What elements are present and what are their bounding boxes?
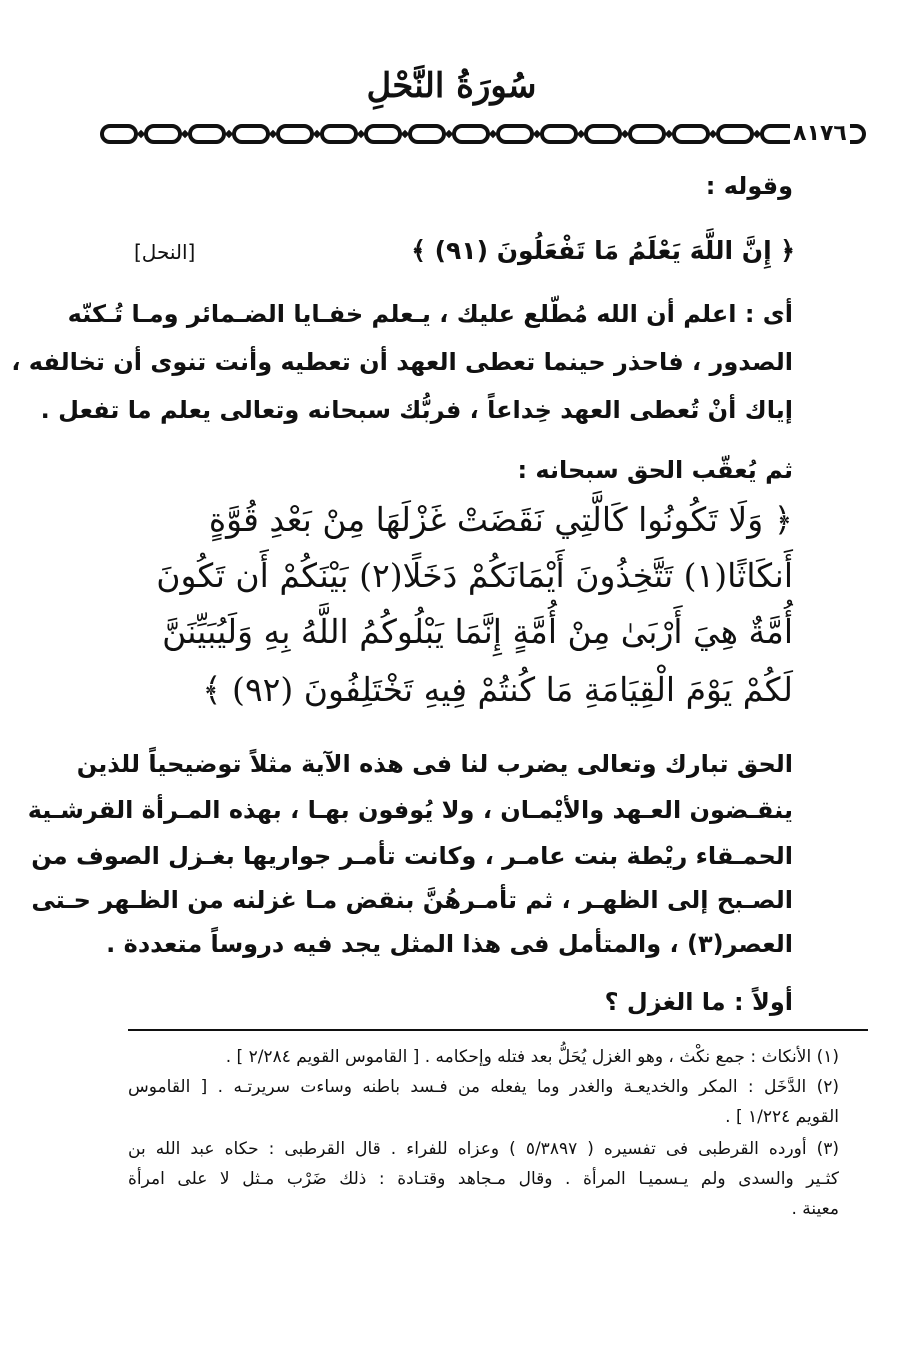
- footnote-line: (٢) الدَّخَل : المكر والخديعـة والغدر وما يفعله من فـسد باطنه وساءت سريرتـه . [ القاموس: [128, 1077, 839, 1097]
- verse-92-block: [156, 500, 793, 730]
- chain-link: [366, 126, 400, 142]
- verse-91: ﴿ إِنَّ اللَّهَ يَعْلَمُ مَا تَفْعَلُونَ (٩١) ﴾: [411, 236, 795, 265]
- section-heading: أولاً : ما الغزل ؟: [604, 988, 793, 1016]
- chain-diamond: [445, 130, 453, 138]
- decorative-border: [98, 120, 868, 148]
- chain-link: [102, 126, 136, 142]
- chain-link: [718, 126, 752, 142]
- chain-diamond: [313, 130, 321, 138]
- chain-diamond: [665, 130, 673, 138]
- surah-title: سُورَةُ النَّحْلِ: [366, 66, 537, 106]
- paragraph-1-line: الصدور ، فاحذر حينما تعطى العهد أن تعطيه وأنت تنوى أن تخالفه ،: [11, 348, 793, 376]
- ornament-chain-icon: [98, 120, 868, 148]
- chain-diamond: [709, 130, 717, 138]
- chain-diamond: [621, 130, 629, 138]
- chain-diamond: [181, 130, 189, 138]
- footnote-line: (٣) أورده القرطبى فى تفسيره ( ٥/٣٨٩٧ ) وعزاه للفراء . قال القرطبى : حكاه عبد الله بن: [128, 1139, 839, 1159]
- paragraph-2-line: الحمـقاء ريْطة بنت عامـر ، وكانت تأمـر جواريها بغـزل الصوف من: [31, 842, 793, 870]
- chain-link: [674, 126, 708, 142]
- chain-diamond: [225, 130, 233, 138]
- chain-link: [630, 126, 664, 142]
- paragraph-2-line: العصر(٣) ، والمتأمل فى هذا المثل يجد فيه دروساً متعددة .: [106, 930, 793, 958]
- chain-diamond: [577, 130, 585, 138]
- verse-92-line: لَكُمْ يَوْمَ الْقِيَامَةِ مَا كُنتُمْ فِيهِ تَخْتَلِفُونَ (٩٢) ﴾: [202, 670, 793, 709]
- chain-link: [190, 126, 224, 142]
- chain-diamond: [753, 130, 761, 138]
- verse-92-line: أُمَّةٌ هِيَ أَرْبَىٰ مِنْ أُمَّةٍ إِنَّمَا يَبْلُوكُمُ اللَّهُ بِهِ وَلَيُبَيِّنَنَّ: [162, 612, 793, 651]
- chain-link: [322, 126, 356, 142]
- chain-diamond: [357, 130, 365, 138]
- chain-link: [542, 126, 576, 142]
- paragraph-2-line: ينقـضون العـهد والأيْمـان ، ولا يُوفون بهـا ، بهذه المـرأة القرشـية: [27, 796, 793, 824]
- footnote-line: القويم ١/٢٢٤ ] .: [725, 1107, 839, 1127]
- paragraph-2-line: الصـبح إلى الظهـر ، ثم تأمـرهُنَّ بنقض مـا غزلنه من الظـهر حـتى: [31, 886, 793, 914]
- page-number: ٨١٧٦: [790, 120, 850, 148]
- chain-diamond: [137, 130, 145, 138]
- paragraph-1-line: إياك أنْ تُعطى العهد خِداعاً ، فربُّك سبحانه وتعالى يعلم ما تفعل .: [40, 396, 793, 424]
- footnote-line: (١) الأنكاث : جمع نكْث ، وهو الغزل يُحَلُّ بعد فتله وإحكامه . [ القاموس القويم ٢/٢٨٤ ] .: [225, 1047, 839, 1067]
- chain-link: [278, 126, 312, 142]
- chain-diamond: [401, 130, 409, 138]
- verse-92-line: ﴿ وَلَا تَكُونُوا كَالَّتِي نَقَضَتْ غَزْلَهَا مِنْ بَعْدِ قُوَّةٍ: [208, 500, 793, 539]
- chain-link: [234, 126, 268, 142]
- transition-line: ثم يُعقّب الحق سبحانه :: [517, 456, 793, 484]
- chain-diamond: [533, 130, 541, 138]
- chain-link: [454, 126, 488, 142]
- chain-diamond: [269, 130, 277, 138]
- chain-link: [586, 126, 620, 142]
- footnote-line: معينة .: [791, 1199, 839, 1219]
- footnote-line: كثـير والسدى ولم يـسميـا المرأة . وقال مـجاهد وقتـادة : ذلك ضَرْب مـثل لا على امرأة: [128, 1169, 839, 1189]
- chain-link: [410, 126, 444, 142]
- intro-label: وقوله :: [705, 172, 793, 200]
- chain-link: [498, 126, 532, 142]
- footnote-divider: [128, 1029, 868, 1031]
- verse-92-line: أَنكَاثًا(١) تَتَّخِذُونَ أَيْمَانَكُمْ دَخَلًا(٢) بَيْنَكُمْ أَن تَكُونَ: [156, 556, 793, 595]
- paragraph-1-line: أى : اعلم أن الله مُطّلع عليك ، يـعلم خفـايا الضـمائر ومـا تُـكنّه: [67, 300, 793, 328]
- chain-diamond: [489, 130, 497, 138]
- surah-reference: [النحل]: [134, 240, 196, 264]
- chain-link: [146, 126, 180, 142]
- paragraph-2-line: الحق تبارك وتعالى يضرب لنا فى هذه الآية مثلاً توضيحياً للذين: [76, 750, 793, 778]
